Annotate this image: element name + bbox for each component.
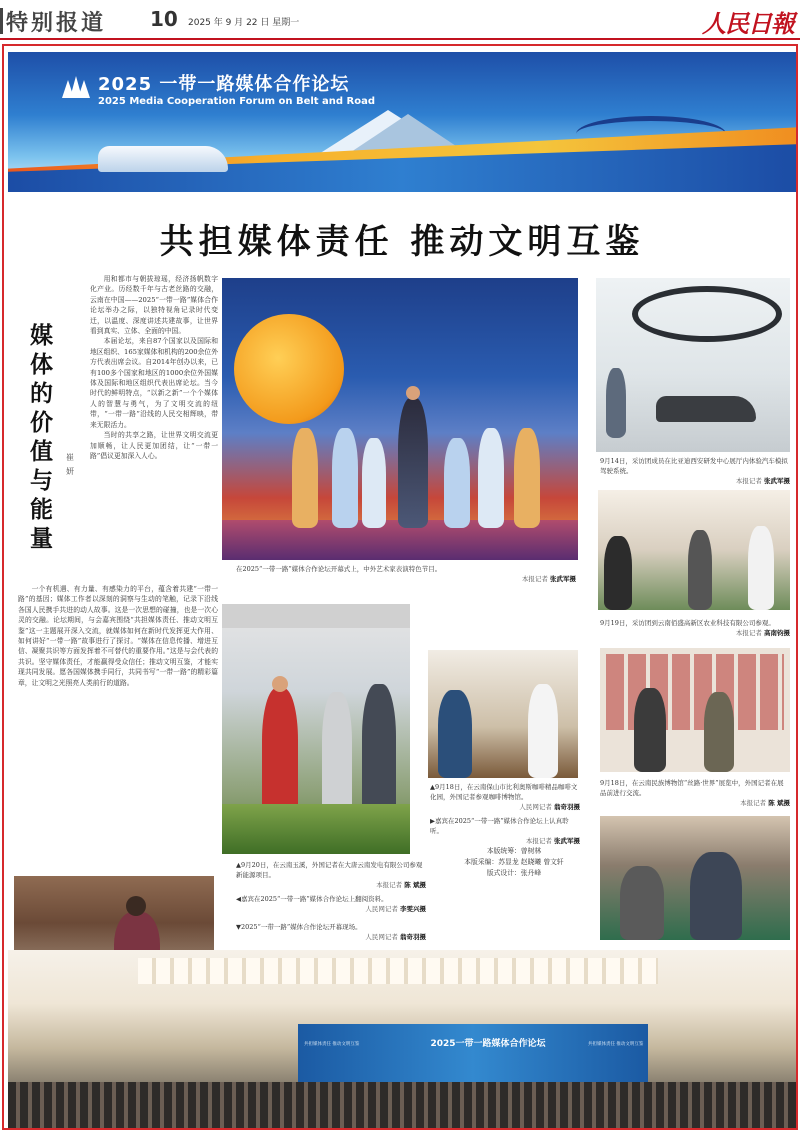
forum-title-cn: 2025 一带一路媒体合作论坛 bbox=[98, 74, 350, 95]
visitor-figure bbox=[704, 692, 734, 772]
credit-name: 翁奇羽摄 bbox=[400, 933, 426, 941]
credit-name: 陈 斌摄 bbox=[404, 881, 426, 889]
dancer-figure bbox=[444, 438, 470, 528]
credit-name: 张武军摄 bbox=[550, 575, 576, 583]
caption-text: 9月18日，在云南民族博物馆“丝路·世界”展览中，外国记者在展品前进行交流。 bbox=[600, 779, 784, 797]
commentary-author: 崔 妍 bbox=[66, 453, 74, 476]
ev-showroom-photo bbox=[596, 278, 790, 452]
caption-text: 9月14日，采访团成员在比亚迪西安研发中心展厅内体验汽车模拟驾驶系统。 bbox=[600, 457, 788, 475]
performer-head bbox=[406, 386, 420, 400]
reading-caption bbox=[236, 894, 426, 914]
credit-name: 张武军摄 bbox=[554, 837, 580, 845]
staff-line: 版式设计：张丹峰 bbox=[486, 869, 542, 877]
forum-title-en: 2025 Media Cooperation Forum on Belt and Road bbox=[98, 96, 376, 107]
new-energy-project-photo bbox=[222, 604, 410, 854]
photo-credit bbox=[236, 574, 576, 584]
credit-label: 人民网记者 bbox=[365, 933, 398, 941]
dancer-figure bbox=[514, 428, 540, 528]
section-name: 特别报道 bbox=[6, 6, 106, 37]
photo-credit bbox=[600, 628, 790, 638]
forum-audience-photo bbox=[600, 816, 790, 940]
commentary-paragraph: 本届论坛，来自87个国家以及国际和地区组织、165家媒体和机构的200余位外方代表出席会议。自2014年创办以来，已有100多个国家和地区的1000余位外国媒体及国际和地区组织代表出席论坛。当今时代的鲜明特点，“以新之新”一个个媒体人的智慧与勇气，为了文明交流的纽带，“一带一路”沿线的人民交相辉映，带来无限活力。 bbox=[90, 337, 218, 429]
plant-lab-caption bbox=[600, 618, 790, 638]
visitor-figure bbox=[362, 684, 396, 816]
staff-figure bbox=[528, 684, 558, 778]
stage-sun-prop bbox=[234, 314, 344, 424]
credit-label: 本报记者 bbox=[735, 477, 762, 485]
editorial-staff bbox=[434, 846, 594, 879]
caption-text: 9月19日，采访团到云南佰盛高新区农业科技有限公司参观。 bbox=[600, 619, 775, 627]
museum-exhibit-photo bbox=[600, 648, 790, 772]
credit-label: 本报记者 bbox=[525, 837, 552, 845]
staff-figure bbox=[748, 526, 774, 610]
museum-caption bbox=[600, 778, 790, 808]
listening-caption bbox=[430, 816, 580, 846]
stage-left-panel-text: 共担媒体责任 推动文明互鉴 bbox=[304, 1042, 360, 1047]
stage-screen bbox=[298, 1024, 648, 1088]
photo-credit bbox=[236, 904, 426, 914]
showroom-caption bbox=[600, 456, 790, 486]
audience-seats bbox=[8, 1082, 796, 1128]
journalist-head bbox=[272, 676, 288, 692]
photo-credit bbox=[600, 476, 790, 486]
visitor-figure bbox=[688, 530, 712, 610]
credit-name: 李雯兴摄 bbox=[400, 905, 426, 913]
ceiling-lights bbox=[138, 958, 658, 984]
stage-screen-title: 2025一带一路媒体合作论坛 bbox=[430, 1039, 546, 1049]
credit-name: 高南钧摄 bbox=[764, 629, 790, 637]
landscape-model bbox=[222, 804, 410, 854]
journalist-figure bbox=[438, 690, 472, 778]
high-speed-train-illustration bbox=[98, 146, 228, 172]
dancer-figure bbox=[362, 438, 386, 528]
caption-text: ▲9月18日，在云南保山市比利奥斯咖啡精品咖啡文化园，外国记者参观咖啡博物馆。 bbox=[430, 783, 578, 801]
photo-credit bbox=[600, 798, 790, 808]
main-photo-caption bbox=[236, 564, 576, 584]
masthead bbox=[0, 0, 800, 40]
credit-name: 陈 斌摄 bbox=[768, 799, 790, 807]
credit-label: 本报记者 bbox=[521, 575, 548, 583]
ceiling-panel bbox=[222, 604, 410, 628]
plant-lab-photo bbox=[598, 490, 790, 610]
forum-banner bbox=[8, 52, 796, 192]
forum-logo-icon bbox=[60, 74, 92, 100]
issue-date: 2025 年 9 月 22 日 星期一 bbox=[188, 18, 300, 28]
stage-right-panel-text: 共担媒体责任 推动文明互鉴 bbox=[588, 1042, 644, 1047]
delegate-figure bbox=[620, 866, 664, 940]
forum-venue-photo bbox=[8, 950, 796, 1128]
credit-label: 人民网记者 bbox=[519, 803, 552, 811]
stamp-wall bbox=[606, 654, 784, 730]
caption-text: ▶嘉宾在2025“一带一路”媒体合作论坛上认真聆听。 bbox=[430, 817, 569, 835]
caption-text: ▲9月20日，在云南玉溪，外国记者在大唐云南发电有限公司参观新能源项目。 bbox=[236, 861, 423, 879]
opening-venue-caption bbox=[236, 922, 426, 942]
credit-label: 人民网记者 bbox=[365, 905, 398, 913]
special-report-frame bbox=[2, 44, 798, 1130]
credit-label: 本报记者 bbox=[376, 881, 403, 889]
coffee-caption bbox=[430, 782, 580, 812]
staff-line: 本版采编：苏显龙 赵晓曦 曾文轩 bbox=[464, 858, 564, 866]
visitor-figure bbox=[604, 536, 632, 610]
caption-text: 在2025“一带一路”媒体合作论坛开幕式上，中外艺术家表演特色节目。 bbox=[236, 565, 442, 573]
newspaper-logo: 人民日報 bbox=[702, 9, 794, 38]
staff-line: 本版统筹：曾树林 bbox=[486, 847, 542, 855]
delegate-figure bbox=[690, 852, 742, 940]
coffee-museum-photo bbox=[428, 650, 578, 778]
new-energy-caption bbox=[236, 860, 426, 890]
photo-credit bbox=[236, 880, 426, 890]
credit-label: 本报记者 bbox=[735, 629, 762, 637]
journalist-figure bbox=[262, 688, 298, 818]
visitor-figure bbox=[634, 688, 666, 772]
credit-name: 张武军摄 bbox=[764, 477, 790, 485]
visitor-figure bbox=[322, 692, 352, 816]
caption-text: ▼2025“一带一路”媒体合作论坛开幕现场。 bbox=[236, 923, 362, 931]
commentary-paragraph: 一个有机遇、有力量、有感染力的平台，蕴含着共建“一带一路”的基因；媒体工作者以深刻的洞察与生动的笔触，记录下沿线各国人民携手共进的动人故事。这是一次思想的碰撞，也是一次心灵的交融。论坛期间，与会嘉宾围绕“共担媒体责任、推动文明互鉴”这一主题展开深入交流，就媒体如何在新时代发挥更大作用、如何讲好“一带一路”故事进行了探讨。“媒体在信息传播、增进互信、凝聚共识等方面发挥着不可替代的重要作用。”这是与会代表的共识。坚守媒体责任，才能赢得受众信任；推动文明互鉴，才能实现共同发展。愿各国媒体携手同行，共同书写“一带一路”的精彩篇章，让文明之光照亮人类前行的道路。 bbox=[18, 585, 218, 687]
credit-name: 翁奇羽摄 bbox=[554, 803, 580, 811]
main-headline: 共担媒体责任 推动文明互鉴 bbox=[159, 222, 645, 262]
dancer-figure bbox=[292, 428, 318, 528]
commentary-title: 媒体的价值与能量 bbox=[30, 322, 53, 552]
opening-performance-photo bbox=[222, 278, 578, 560]
visitor-figure bbox=[606, 368, 626, 438]
credit-label: 本报记者 bbox=[740, 799, 767, 807]
caption-text: ◀嘉宾在2025“一带一路”媒体合作论坛上翻阅资料。 bbox=[236, 895, 388, 903]
lead-singer-figure bbox=[398, 398, 428, 528]
photo-credit bbox=[236, 932, 426, 942]
ceiling-ring-fixture bbox=[632, 286, 782, 342]
commentary-column-wide bbox=[18, 584, 218, 874]
car-model bbox=[656, 396, 756, 422]
commentary-paragraph: 当时的共享之路，让世界文明交流更加顺畅，让人民更加团结，让“一带一路”倡议更加深入人心。 bbox=[90, 431, 218, 460]
commentary-paragraph: 用和都市与朝拔琼瑶，经济扬帆数字化产业。历经数千年与古老丝路的交融，云南在中国——2025“一带一路”媒体合作论坛举办之际，以独特视角记录时代变迁，以温度、深度讲述共建故事，让世界看到真实、立体、全面的中国。 bbox=[90, 275, 218, 336]
page-number: 10 bbox=[150, 7, 178, 31]
dancer-figure bbox=[332, 428, 358, 528]
dancer-figure bbox=[478, 428, 504, 528]
photo-credit bbox=[430, 836, 580, 846]
photo-credit bbox=[430, 802, 580, 812]
delegate-head bbox=[126, 896, 146, 916]
